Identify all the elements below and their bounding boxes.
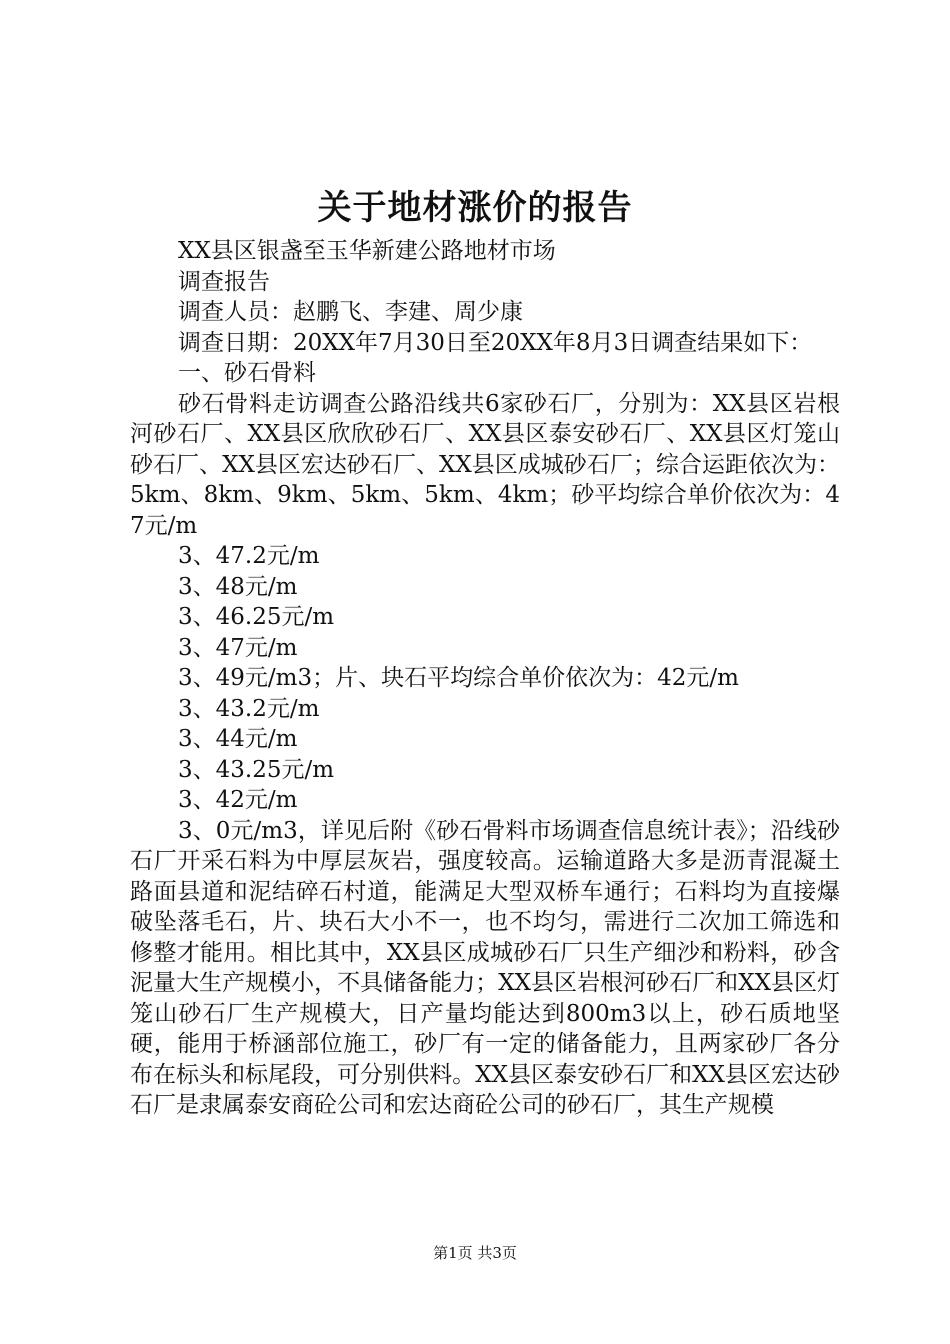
page-footer: 第1页 共3页 — [433, 1244, 517, 1262]
paragraph-subject: XX县区银盏至玉华新建公路地材市场 — [178, 238, 556, 264]
price-line: 3、43.25元/m — [178, 756, 335, 783]
price-line: 3、43.2元/m — [178, 695, 320, 722]
section-heading-aggregate: 一、砂石骨料 — [178, 360, 316, 386]
paragraph-quarry-details: 3、0元/m3，详见后附《砂石骨料市场调查信息统计表》；沿线砂石厂开采石料为中厚层灰岩，强度较高。运输道路大多是沥青混凝土路面县道和泥结碎石村道，能满足大型双桥车通行；石料均为直接爆破坠落毛石，片、块石大小不一，也不均匀，需进行二次加工筛选和修整才能用。相比其中，XX县区成城砂石厂只生产细沙和粉料，砂含泥量大生产规模小，不具储备能力；XX县区岩根河砂石厂和XX县区灯笼山砂石厂生产规模大，日产量均能达到800m3以上，砂石质地坚硬，能用于桥涵部位施工，砂厂有一定的储备能力，且两家砂厂各分布在标头和标尾段，可分别供料。XX县区泰安砂石厂和XX县区宏达砂石厂是隶属泰安商砼公司和宏达商砼公司的砂石厂，其生产规模 — [130, 817, 840, 1118]
page-title: 关于地材涨价的报告 — [317, 188, 633, 228]
price-line: 3、49元/m3；片、块石平均综合单价依次为：42元/m — [178, 665, 739, 691]
paragraph-investigation-date: 调查日期：20XX年7月30日至20XX年8月3日调查结果如下： — [178, 329, 813, 356]
price-line: 3、48元/m — [178, 573, 298, 600]
price-line: 3、46.25元/m — [178, 604, 335, 630]
paragraph-report-label: 调查报告 — [178, 268, 270, 295]
paragraph-aggregate-survey: 砂石骨料走访调查公路沿线共6家砂石厂，分别为：XX县区岩根河砂石厂、XX县区欣欣砂石厂、XX县区泰安砂石厂、XX县区灯笼山砂石厂、XX县区宏达砂石厂、XX县区成城砂石厂；综合运距依次为：5km、8km、9km、5km、5km、4km；砂平均综合单价依次为：47元/m — [130, 390, 840, 539]
document-body — [130, 236, 840, 1121]
price-line: 3、42元/m — [178, 787, 298, 813]
price-line: 3、44元/m — [178, 726, 298, 752]
paragraph-investigators: 调查人员：赵鹏飞、李建、周少康 — [178, 299, 523, 325]
price-line: 3、47元/m — [178, 634, 298, 661]
price-line: 3、47.2元/m — [178, 543, 320, 569]
